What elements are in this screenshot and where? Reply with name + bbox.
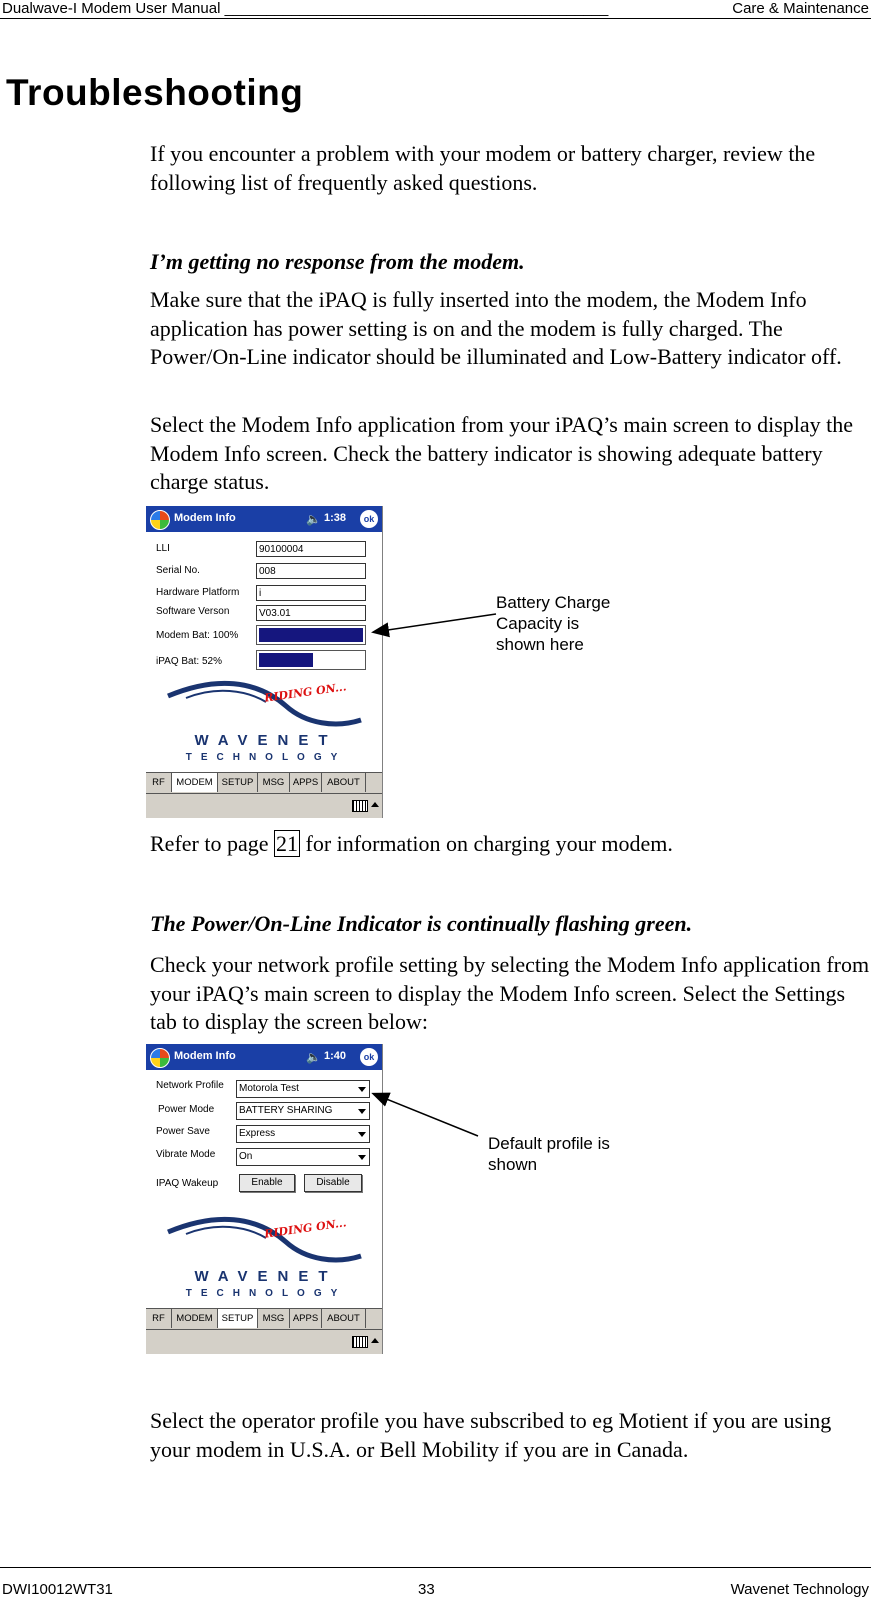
- tab-about[interactable]: ABOUT: [322, 1309, 366, 1328]
- modem-battery-bar: [256, 625, 366, 645]
- tab-apps[interactable]: APPS: [290, 1309, 322, 1328]
- vibrate-mode-select[interactable]: [236, 1148, 370, 1166]
- network-profile-select[interactable]: [236, 1080, 370, 1098]
- speaker-icon[interactable]: 🔈: [306, 512, 321, 526]
- logo-slogan: RIDING ON...: [263, 680, 348, 705]
- header-right: Care & Maintenance: [732, 0, 869, 17]
- ipaq-battery-fill: [259, 653, 313, 667]
- footer-doc-id: DWI10012WT31: [2, 1581, 113, 1598]
- question-1-heading: I’m getting no response from the modem.: [150, 249, 525, 274]
- power-mode-value: BATTERY SHARING: [239, 1105, 333, 1116]
- logo-slogan-2: RIDING ON...: [263, 1216, 348, 1241]
- lli-label: LLI: [156, 543, 170, 554]
- tab-setup[interactable]: SETUP: [218, 1309, 258, 1328]
- pda-title-bar: [146, 506, 382, 532]
- disable-button[interactable]: Disable: [304, 1174, 362, 1192]
- hardware-label: Hardware Platform: [156, 587, 240, 598]
- logo-name-2: WAVENET: [194, 1268, 338, 1285]
- header-left: Dualwave-I Modem User Manual ______________________________________________: [2, 0, 609, 17]
- logo-technology: TECHNOLOGY: [185, 752, 347, 763]
- wave-swoosh-icon: [146, 676, 382, 736]
- network-profile-value: Motorola Test: [239, 1083, 299, 1094]
- lli-field: 90100004: [256, 541, 366, 557]
- speaker-icon-2[interactable]: 🔈: [306, 1050, 321, 1064]
- serial-field: 008: [256, 563, 366, 579]
- modem-info-screenshot: [146, 506, 383, 818]
- page-title: Troubleshooting: [6, 72, 304, 113]
- chevron-down-icon: [358, 1155, 366, 1160]
- sip-up-arrow-icon[interactable]: [371, 802, 379, 807]
- pda-tab-bar: [146, 772, 382, 794]
- enable-button[interactable]: Enable: [239, 1174, 295, 1192]
- pda-title-bar-2: [146, 1044, 382, 1070]
- pda-clock: 1:38: [324, 512, 347, 524]
- software-label: Software Verson: [156, 606, 230, 617]
- software-field: V03.01: [256, 605, 366, 621]
- refer-text-after: for information on charging your modem.: [300, 831, 673, 856]
- serial-label: Serial No.: [156, 565, 200, 576]
- question-1-paragraph-2: Select the Modem Info application from your iPAQ’s main screen to display the Modem Info screen. Check the battery indicator is showing adequate battery charge status.: [150, 412, 854, 494]
- network-profile-label: Network Profile: [156, 1080, 224, 1091]
- wavenet-logo: [146, 676, 382, 766]
- ok-button-2[interactable]: ok: [360, 1048, 378, 1066]
- windows-start-icon-2[interactable]: [150, 1048, 170, 1068]
- ok-button[interactable]: ok: [360, 510, 378, 528]
- power-save-select[interactable]: [236, 1125, 370, 1143]
- callout-default-profile: Default profile is shown: [488, 1134, 610, 1174]
- pda-clock-2: 1:40: [324, 1050, 347, 1062]
- question-2-heading: The Power/On-Line Indicator is continually flashing green.: [150, 911, 693, 936]
- callout-battery-charge: Battery Charge Capacity is shown here: [496, 593, 611, 654]
- tab-msg[interactable]: MSG: [258, 773, 290, 792]
- logo-name: WAVENET: [194, 732, 338, 749]
- footer-company: Wavenet Technology: [730, 1581, 869, 1598]
- vibrate-mode-label: Vibrate Mode: [156, 1149, 216, 1160]
- modem-battery-fill: [259, 628, 363, 642]
- sip-up-arrow-icon[interactable]: [371, 1338, 379, 1343]
- tab-rf[interactable]: RF: [146, 773, 172, 792]
- tab-msg[interactable]: MSG: [258, 1309, 290, 1328]
- pda-tab-bar-2: [146, 1308, 382, 1330]
- header-rule: [0, 18, 871, 19]
- windows-start-icon[interactable]: [150, 510, 170, 530]
- tab-modem[interactable]: MODEM: [172, 1309, 218, 1328]
- modem-setup-screenshot: [146, 1044, 383, 1354]
- final-paragraph: Select the operator profile you have subscribed to eg Motient if you are using your modem in U.S.A. or Bell Mobility if you are in Canada.: [150, 1408, 832, 1462]
- tab-setup[interactable]: SETUP: [218, 773, 258, 792]
- question-2-paragraph: Check your network profile setting by selecting the Modem Info application from your iPAQ’s main screen to display the Modem Info screen. Select the Settings tab to display the screen below:: [150, 952, 870, 1034]
- ipaq-wakeup-label: IPAQ Wakeup: [156, 1178, 219, 1189]
- logo-technology-2: TECHNOLOGY: [185, 1288, 347, 1299]
- footer-rule: [0, 1567, 871, 1568]
- tab-about[interactable]: ABOUT: [322, 773, 366, 792]
- refer-text-before: Refer to page: [150, 831, 274, 856]
- power-save-label: Power Save: [156, 1126, 210, 1137]
- page-number: 33: [418, 1581, 435, 1598]
- vibrate-mode-value: On: [239, 1151, 253, 1162]
- intro-paragraph: If you encounter a problem with your modem or battery charger, review the following list of frequently asked questions.: [150, 141, 816, 195]
- keyboard-icon[interactable]: [352, 800, 368, 812]
- power-mode-select[interactable]: [236, 1102, 370, 1120]
- power-save-value: Express: [239, 1128, 276, 1139]
- callout-1-arrow: [360, 600, 510, 650]
- pda-app-title: Modem Info: [174, 512, 236, 524]
- ipaq-battery-bar: [256, 650, 366, 670]
- ipaq-bat-label: iPAQ Bat: 52%: [156, 656, 222, 667]
- tab-rf[interactable]: RF: [146, 1309, 172, 1328]
- wavenet-logo-2: [146, 1212, 382, 1302]
- wave-swoosh-icon: [146, 1212, 382, 1272]
- hardware-field: i: [256, 585, 366, 601]
- modem-bat-label: Modem Bat: 100%: [156, 630, 239, 641]
- page-21-link[interactable]: 21: [276, 831, 298, 856]
- callout-2-arrow: [360, 1084, 490, 1144]
- keyboard-icon[interactable]: [352, 1336, 368, 1348]
- pda-command-bar-2: [146, 1330, 382, 1354]
- pda-command-bar: [146, 794, 382, 818]
- power-mode-label: Power Mode: [158, 1104, 215, 1115]
- tab-modem[interactable]: MODEM: [172, 773, 218, 792]
- tab-apps[interactable]: APPS: [290, 773, 322, 792]
- refer-paragraph: [150, 830, 870, 859]
- pda-app-title-2: Modem Info: [174, 1050, 236, 1062]
- question-1-paragraph-1: Make sure that the iPAQ is fully inserted into the modem, the Modem Info application has power setting is on and the modem is fully charged. The Power/On-Line indicator should be illuminated and Low-Battery indicator off.: [150, 287, 842, 369]
